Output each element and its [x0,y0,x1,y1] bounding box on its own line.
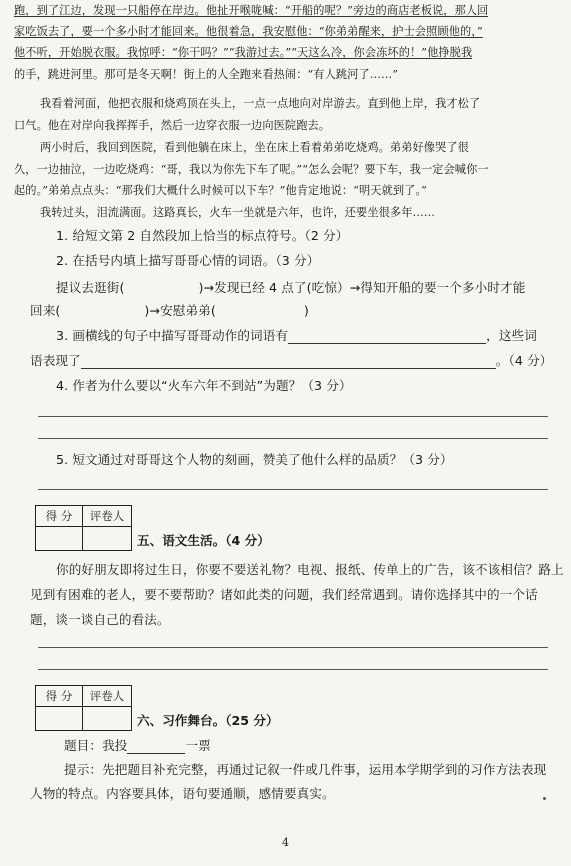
grader-cell[interactable] [83,527,132,551]
stray-dot [543,797,546,800]
answer-blank-action-words[interactable] [288,329,486,344]
answer-line-q5[interactable] [38,489,548,490]
story-line-4: 的手，跳进河里。那可是冬天啊！街上的人全跑来看热闹：“有人跳河了……” [14,68,399,81]
story-line-2: 家吃饭去了，要一个多小时才能回来。他很着急，我安慰他：“你弟弟醒来，护士会照顾他的，” [14,25,483,38]
story-para3-line-1: 两小时后，我回到医院，看到他躺在床上，坐在床上看着弟弟吃烧鸡。弟弟好像哭了很 [40,141,469,154]
grader-cell[interactable] [83,707,132,731]
story-para3-line-2: 久，一边抽泣，一边吃烧鸡：“哥，我以为你先下车了呢。”“怎么会呢？要下车，我一定会喊你一 [14,163,489,176]
answer-blank-shows[interactable] [81,354,496,369]
score-box-section-6 [35,685,132,731]
question-5: 5. 短文通过对哥哥这个人物的刻画，赞美了他什么样的品质？（3 分） [56,452,453,467]
section-6-title: 六、习作舞台。（25 分） [137,713,279,728]
essay-tip-line-2: 人物的特点。内容要具体，语句要通顺，感情要真实。 [30,786,335,801]
score-cell[interactable] [36,527,83,551]
story-line-1: 跑，到了江边，发现一只船停在岸边。他扯开喉咙喊：“开船的呢？”旁边的商店老板说，那人回 [14,4,489,17]
question-3-line-2: 语表现了 。（4 分） [30,353,553,368]
score-label: 得 分 [36,686,83,707]
story-para3-line-3: 起的。”弟弟点点头：“那我们大概什么时候可以下车？”他肯定地说：“明天就到了。” [14,184,427,197]
question-2-line-1: 提议去逛街( )→发现已经 4 点了(吃惊）→得知开船的要一个多小时才能 [56,280,526,295]
score-label: 得 分 [36,506,83,527]
story-line-3: 他不听，开始脱衣服。我惊呼：“你干吗？”“我游过去。”“天这么冷，你会冻坏的！”他挣脱我 [14,46,473,59]
essay-topic: 题目：我投 一票 [64,738,211,753]
answer-line-q4-1[interactable] [38,416,548,417]
grader-label: 评卷人 [83,686,132,707]
question-2: 2. 在括号内填上描写哥哥心情的词语。（3 分） [56,253,320,268]
essay-topic-blank[interactable] [127,739,185,754]
section-5-line-1: 你的好朋友即将过生日，你要不要送礼物？电视、报纸、传单上的广告，该不该相信？路上 [56,562,564,577]
page-number: 4 [282,836,289,849]
section-5-line-2: 见到有困难的老人，要不要帮助？诸如此类的问题，我们经常遇到。请你选择其中的一个话 [30,587,538,602]
answer-line-q4-2[interactable] [38,438,548,439]
essay-tip-line-1: 提示：先把题目补充完整，再通过记叙一件或几件事，运用本学期学到的习作方法表现 [64,762,547,777]
grader-label: 评卷人 [83,506,132,527]
story-para2-line-2: 口气。他在对岸向我挥挥手，然后一边穿衣服一边向医院跑去。 [14,119,331,132]
story-para4: 我转过头，泪流满面。这路真长，火车一坐就是六年，也许，还要坐很多年…… [40,206,436,219]
section-5-title: 五、语文生活。（4 分） [137,533,270,548]
score-cell[interactable] [36,707,83,731]
question-2-line-2: 回来( )→安慰弟弟( ) [30,303,309,318]
answer-line-s5-1[interactable] [38,647,548,648]
score-box-section-5 [35,505,132,551]
question-1: 1. 给短文第 2 自然段加上恰当的标点符号。（2 分） [56,228,349,243]
story-para2-line-1: 我看着河面，他把衣服和烧鸡顶在头上，一点一点地向对岸游去。直到他上岸，我才松了 [40,97,481,110]
section-5-line-3: 题，谈一谈自己的看法。 [30,612,170,627]
question-4: 4. 作者为什么要以“火车六年不到站”为题？（3 分） [56,378,352,393]
answer-line-s5-2[interactable] [38,669,548,670]
question-3-line-1: 3. 画横线的句子中描写哥哥动作的词语有 ，这些词 [56,328,537,343]
